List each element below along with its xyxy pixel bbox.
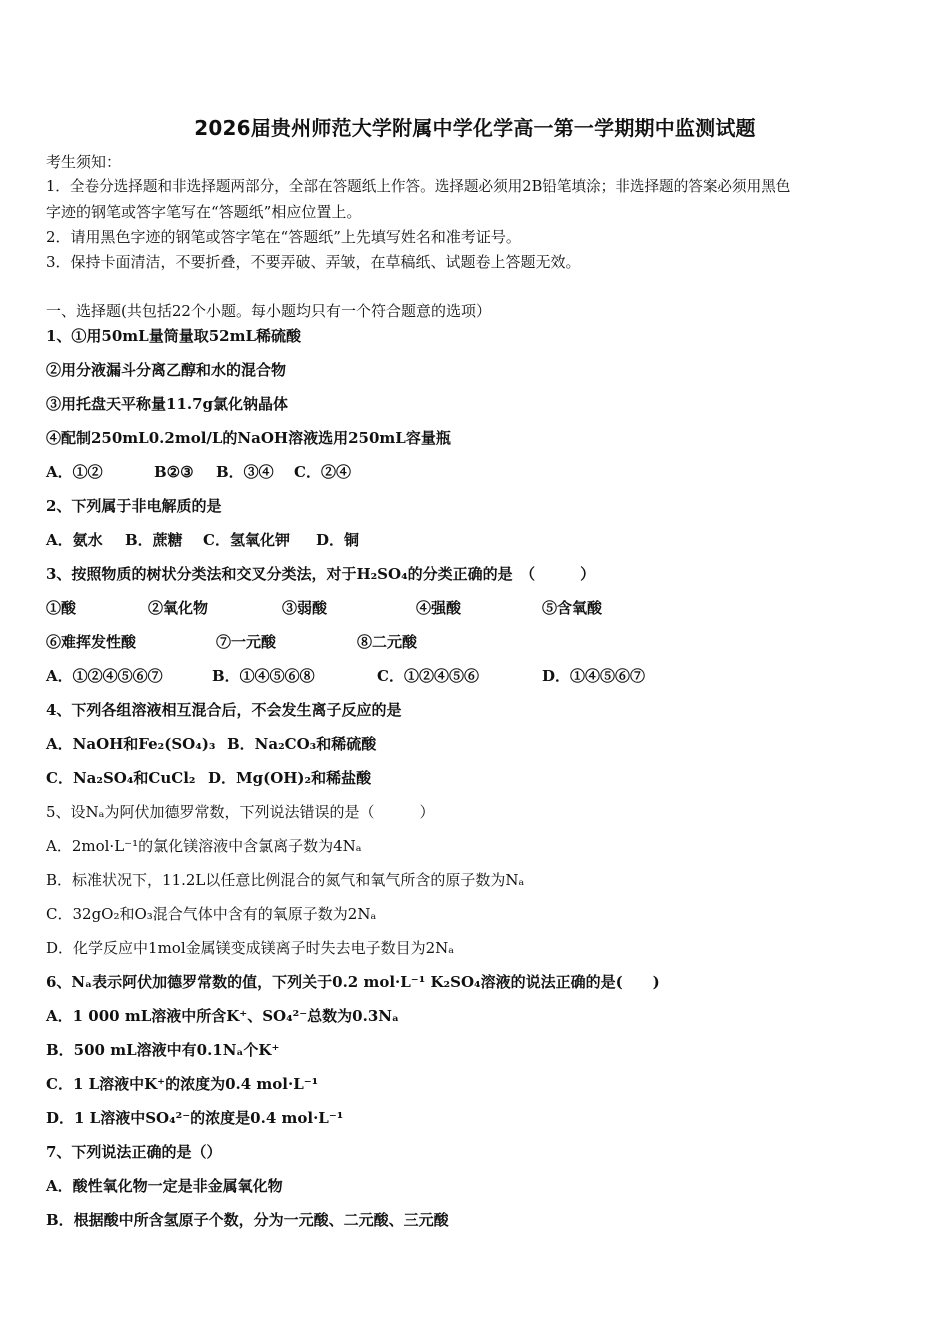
q4-options-row-1: [46, 734, 376, 754]
q2-option-d[interactable]: D．铜: [316, 531, 360, 549]
q6-option-c[interactable]: C．1 L溶液中K⁺的浓度为0.4 mol·L⁻¹: [46, 1075, 319, 1093]
notice-heading: 考生须知：: [46, 153, 122, 171]
q4-option-d[interactable]: D．Mg(OH)₂和稀盐酸: [208, 769, 372, 787]
page-title: 2026届贵州师范大学附属中学化学高一第一学期期中监测试题: [194, 116, 756, 140]
q3-option-c[interactable]: C．①②④⑤⑥: [377, 667, 479, 685]
q4-option-a[interactable]: A．NaOH和Fe₂(SO₄)₃: [46, 735, 216, 753]
q4-option-c[interactable]: C．Na₂SO₄和CuCl₂: [46, 769, 196, 787]
q3-choice-1: ①酸: [46, 599, 77, 617]
q3-choice-5: ⑤含氧酸: [542, 599, 603, 617]
q3-stem: 3、按照物质的树状分类法和交叉分类法，对于H₂SO₄的分类正确的是 （ ）: [46, 565, 596, 583]
q4-stem: 4、下列各组溶液相互混合后，不会发生离子反应的是: [46, 701, 402, 719]
q3-choice-6: ⑥难挥发性酸: [46, 633, 137, 651]
q7-option-a[interactable]: A．酸性氧化物一定是非金属氧化物: [46, 1177, 283, 1195]
q2-options: [46, 530, 359, 550]
q1-statement-3: ③用托盘天平称量11.7g氯化钠晶体: [46, 395, 289, 413]
q3-choice-8: ⑧二元酸: [357, 633, 418, 651]
notice-item-1: 1．全卷分选择题和非选择题两部分，全部在答题纸上作答。选择题必须用2B铅笔填涂；非选择题的答案必须用黑色: [46, 178, 791, 195]
q3-option-d[interactable]: D．①④⑤⑥⑦: [542, 667, 646, 685]
q4-options-row-2: [46, 768, 371, 788]
notice-item-1-cont: 字迹的钢笔或答字笔写在“答题纸”相应位置上。: [46, 203, 362, 221]
q1-option-b[interactable]: B．③④: [216, 463, 274, 481]
q3-choices-row-1: [46, 598, 602, 618]
q6-option-b[interactable]: B．500 mL溶液中有0.1Nₐ个K⁺: [46, 1041, 280, 1059]
q7-option-b[interactable]: B．根据酸中所含氢原子个数，分为一元酸、二元酸、三元酸: [46, 1211, 449, 1229]
q5-stem: 5、设Nₐ为阿伏加德罗常数，下列说法错误的是（ ）: [46, 803, 435, 821]
q3-option-b[interactable]: B．①④⑤⑥⑧: [212, 667, 315, 685]
section-heading: 一、选择题(共包括22个小题。每小题均只有一个符合题意的选项）: [46, 302, 491, 320]
q5-option-a[interactable]: A．2mol·L⁻¹的氯化镁溶液中含氯离子数为4Nₐ: [46, 837, 362, 855]
q6-stem: 6、Nₐ表示阿伏加德罗常数的值，下列关于0.2 mol·L⁻¹ K₂SO₄溶液的说法正确的是( ): [46, 973, 660, 991]
notice-item-3: 3．保持卡面清洁，不要折叠，不要弄破、弄皱，在草稿纸、试题卷上答题无效。: [46, 253, 581, 271]
q3-choice-7: ⑦一元酸: [216, 633, 277, 651]
q2-option-b[interactable]: B．蔗糖: [125, 531, 183, 549]
q3-choice-2: ②氧化物: [148, 599, 209, 617]
q3-option-a[interactable]: A．①②④⑤⑥⑦: [46, 667, 163, 685]
q1-option-a[interactable]: A．①②: [46, 463, 103, 481]
notice-item-2: 2．请用黑色字迹的钢笔或答字笔在“答题纸”上先填写姓名和准考证号。: [46, 228, 521, 246]
q6-option-d[interactable]: D．1 L溶液中SO₄²⁻的浓度是0.4 mol·L⁻¹: [46, 1109, 344, 1127]
q1-statement-4: ④配制250mL0.2mol/L的NaOH溶液选用250mL容量瓶: [46, 429, 451, 447]
q2-option-a[interactable]: A．氨水: [46, 531, 103, 549]
q3-options: [46, 666, 645, 686]
q5-option-d[interactable]: D．化学反应中1mol金属镁变成镁离子时失去电子数目为2Nₐ: [46, 939, 455, 957]
q5-option-c[interactable]: C．32gO₂和O₃混合气体中含有的氧原子数为2Nₐ: [46, 905, 377, 923]
q1-option-c[interactable]: C．②④: [294, 463, 351, 481]
q6-option-a[interactable]: A．1 000 mL溶液中所含K⁺、SO₄²⁻总数为0.3Nₐ: [46, 1007, 399, 1025]
q3-choices-row-2: [46, 632, 417, 652]
q5-option-b[interactable]: B．标准状况下，11.2L以任意比例混合的氮气和氧气所含的原子数为Nₐ: [46, 871, 525, 889]
q4-option-b[interactable]: B．Na₂CO₃和稀硫酸: [227, 735, 377, 753]
q7-stem: 7、下列说法正确的是（）: [46, 1143, 222, 1161]
q2-option-c[interactable]: C．氢氧化钾: [203, 531, 290, 549]
q1-options: [46, 462, 351, 482]
q1-option-b-alt[interactable]: B②③: [154, 463, 194, 481]
q1-statement-2: ②用分液漏斗分离乙醇和水的混合物: [46, 361, 287, 379]
q3-choice-4: ④强酸: [416, 599, 462, 617]
q2-stem: 2、下列属于非电解质的是: [46, 497, 222, 515]
q1-stem: 1、①用50mL量筒量取52mL稀硫酸: [46, 327, 302, 345]
q3-choice-3: ③弱酸: [282, 599, 328, 617]
